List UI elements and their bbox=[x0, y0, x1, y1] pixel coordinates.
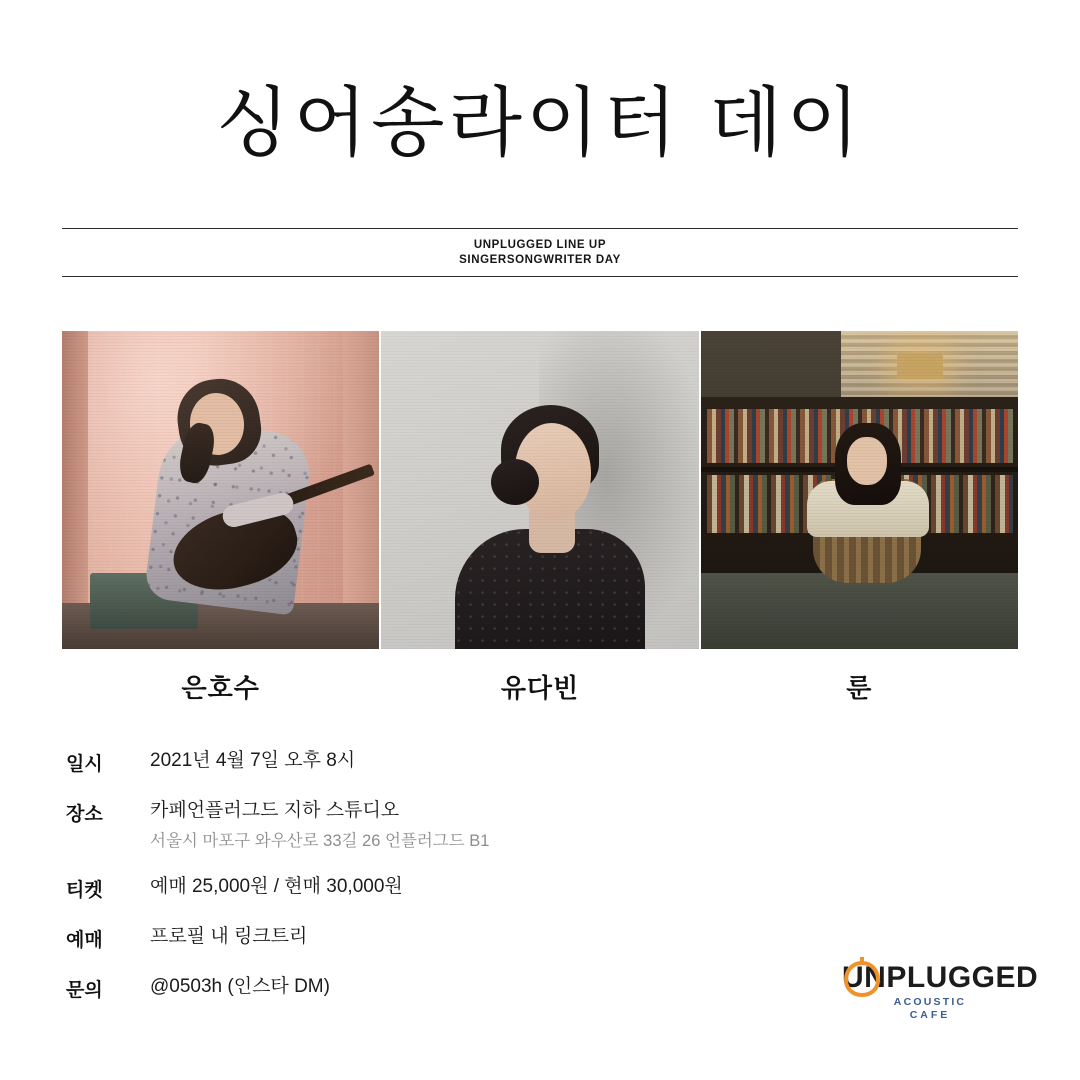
info-label-booking: 예매 bbox=[66, 929, 103, 951]
artist-name-2: 유다빈 bbox=[500, 673, 580, 703]
photo-grain bbox=[381, 331, 698, 649]
artist-photo-3 bbox=[701, 331, 1018, 649]
artist-name-3: 룬 bbox=[846, 673, 873, 703]
artist-photo-row bbox=[62, 331, 1018, 649]
info-label-contact: 문의 bbox=[66, 979, 103, 1001]
logo-wordmark-text: UNPLUGGED bbox=[842, 961, 1039, 994]
lineup-text bbox=[62, 229, 1018, 276]
unplugged-logo bbox=[842, 961, 1039, 1022]
info-value-date: 2021년 4월 7일 오후 8시 bbox=[150, 750, 356, 771]
logo-wordmark-row bbox=[842, 961, 1039, 995]
info-value-booking: 프로필 내 링크트리 bbox=[150, 925, 308, 947]
logo-sub-line-1: ACOUSTIC bbox=[893, 996, 967, 1008]
ukulele-icon bbox=[840, 957, 884, 999]
info-label-venue: 장소 bbox=[66, 804, 103, 825]
info-value-ticket: 예매 25,000원 / 현매 30,000원 bbox=[150, 875, 403, 897]
venue-address: 서울시 마포구 와우산로 33길 26 언플러그드 B1 bbox=[150, 831, 490, 850]
artist-name-row bbox=[62, 668, 1018, 705]
page-title: 싱어송라이터 데이 bbox=[216, 78, 864, 167]
artist-name-1: 은호수 bbox=[181, 673, 260, 703]
venue-name: 카페언플러그드 지하 스튜디오 bbox=[150, 800, 400, 821]
info-value-venue bbox=[138, 798, 489, 852]
event-info-list bbox=[66, 748, 766, 1024]
artist-photo-2 bbox=[381, 331, 698, 649]
info-row-date bbox=[66, 748, 766, 776]
photo-grain bbox=[62, 331, 379, 649]
info-row-ticket bbox=[66, 874, 766, 902]
logo-sub-line-2: CAFE bbox=[909, 1009, 951, 1021]
info-label-ticket: 티켓 bbox=[66, 879, 103, 901]
info-row-booking bbox=[66, 924, 766, 952]
lineup-line-1: UNPLUGGED LINE UP bbox=[473, 239, 607, 251]
divider-bottom bbox=[62, 276, 1018, 277]
info-value-contact: @0503h (인스타 DM) bbox=[150, 975, 330, 997]
lineup-header bbox=[62, 228, 1018, 277]
photo-grain bbox=[701, 331, 1018, 649]
logo-subtitle bbox=[842, 996, 1018, 1022]
lineup-line-2: SINGERSONGWRITER DAY bbox=[459, 254, 621, 266]
info-label-date: 일시 bbox=[66, 754, 103, 775]
info-row-contact bbox=[66, 974, 766, 1002]
artist-photo-1 bbox=[62, 331, 379, 649]
info-row-venue bbox=[66, 798, 766, 852]
